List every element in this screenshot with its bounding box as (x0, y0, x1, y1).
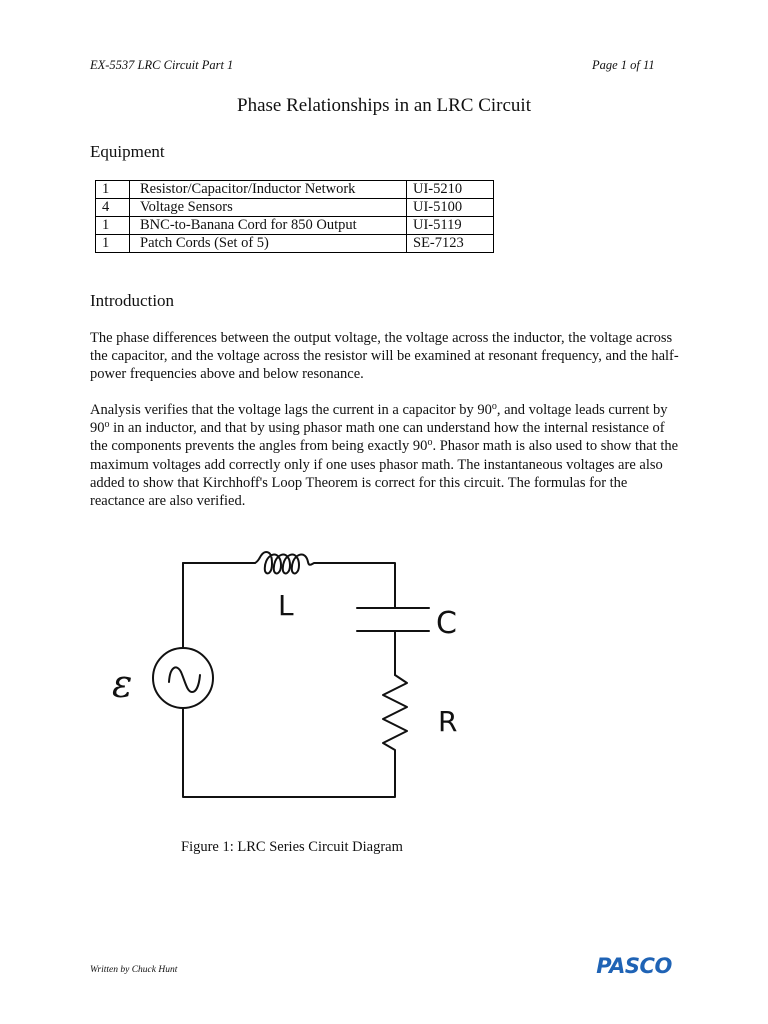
wire (320, 563, 395, 607)
page-title: Phase Relationships in an LRC Circuit (237, 95, 531, 116)
logo-wordmark: PASCO (596, 954, 672, 977)
part-number-cell: SE-7123 (407, 235, 494, 253)
pasco-logo (588, 953, 680, 977)
item-name-cell: Resistor/Capacitor/Inductor Network (130, 181, 407, 199)
resistor-label: R (438, 705, 458, 738)
item-name-cell: Voltage Sensors (130, 199, 407, 217)
intro-paragraph-2: Analysis verifies that the voltage lags the current in a capacitor by 90$^o$, and voltage leads current by 90$^o$ in an inductor, and that by using phasor math one can understand how the internal resistance of the components prevents the angles from being exactly 90$^o$. Phasor math is also used to show that the maximum voltages add correctly only if one uses phasor math. The instantaneous voltages are also added to show that Kirchhoff's Loop Theorem is correct for this circuit. The formulas for the reactance are also verified. (90, 401, 679, 510)
capacitor-label: C (436, 606, 457, 641)
lrc-circuit-diagram (100, 540, 480, 810)
degree-superscript: o (491, 401, 497, 412)
table-row (96, 235, 494, 253)
intro-paragraph-1: The phase differences between the output voltage, the voltage across the inductor, the voltage across the capacitor, and the voltage across the resistor will be examined at resonant frequency, and the half-power frequencies above and below resonance. (90, 330, 679, 383)
part-number-cell: UI-5100 (407, 199, 494, 217)
wire (183, 708, 395, 797)
degree-superscript: o (104, 419, 110, 431)
author-credit: Written by Chuck Hunt (90, 965, 178, 975)
part-number-cell: UI-5210 (407, 181, 494, 199)
qty-cell: 1 (96, 217, 130, 235)
figure-caption: Figure 1: LRC Series Circuit Diagram (181, 839, 403, 855)
page-number: Page 1 of 11 (592, 58, 655, 72)
part-number-cell: UI-5119 (407, 217, 494, 235)
item-name-cell: BNC-to-Banana Cord for 850 Output (130, 217, 407, 235)
qty-cell: 1 (96, 235, 130, 253)
equipment-heading: Equipment (90, 142, 165, 161)
table-row (96, 181, 494, 199)
equipment-table (95, 180, 494, 253)
inductor-coil (255, 552, 320, 573)
document-id: EX-5537 LRC Circuit Part 1 (90, 58, 234, 72)
inductor-label: L (278, 589, 294, 622)
emf-label: ε (112, 662, 133, 706)
table-row (96, 199, 494, 217)
resistor-zigzag (383, 675, 407, 758)
introduction-heading: Introduction (90, 291, 175, 310)
qty-cell: 4 (96, 199, 130, 217)
item-name-cell: Patch Cords (Set of 5) (130, 235, 407, 253)
degree-superscript: o (427, 437, 433, 449)
table-row (96, 217, 494, 235)
sine-wave-icon (169, 667, 200, 692)
qty-cell: 1 (96, 181, 130, 199)
